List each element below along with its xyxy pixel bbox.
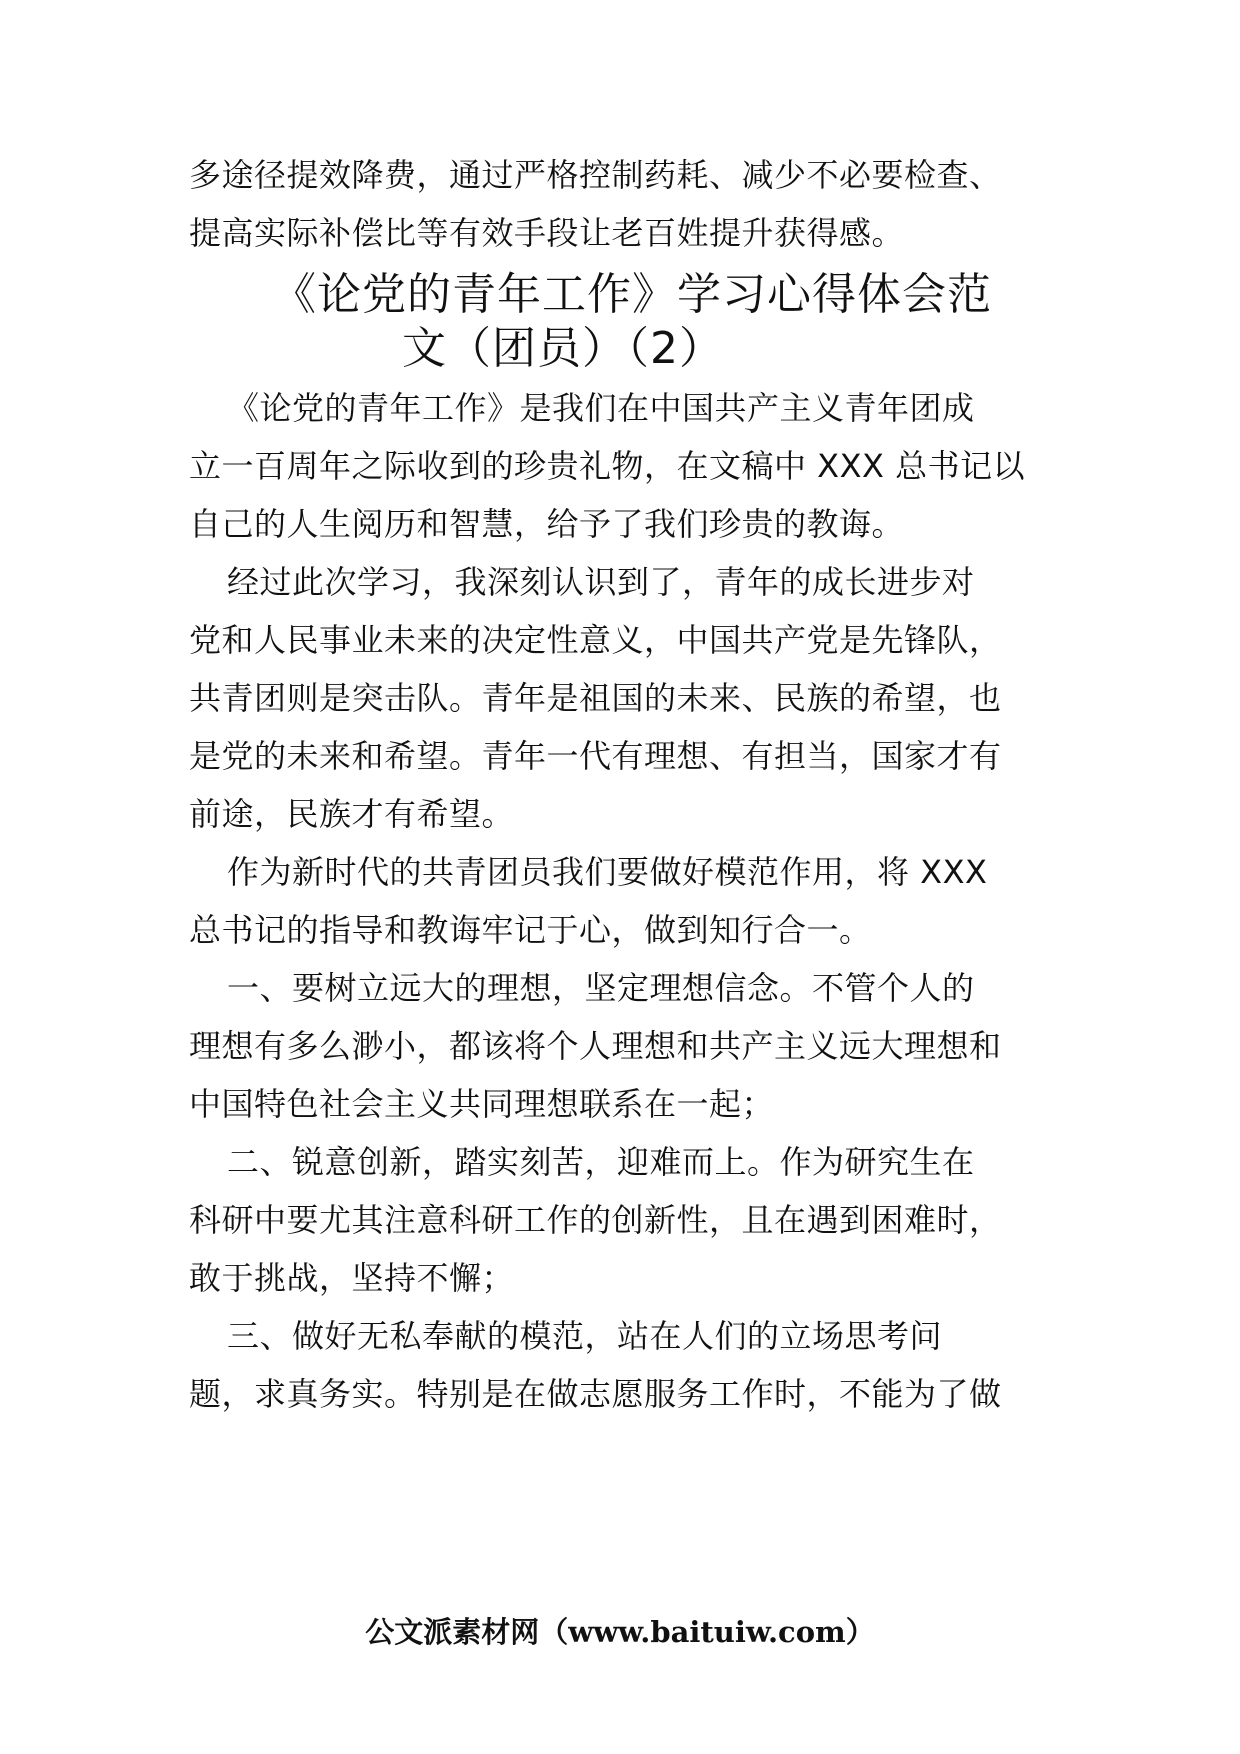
document-title-line-2: 文（团员）（2） [402,323,724,374]
document-title-line-1: 《论党的青年工作》学习心得体会范 [272,269,992,320]
body-line: 是党的未来和希望。青年一代有理想、有担当，国家才有 [189,737,1002,775]
body-line: 党和人民事业未来的决定性意义，中国共产党是先锋队， [189,621,1002,659]
body-line: 一、要树立远大的理想，坚定理想信念。不管个人的 [227,969,975,1007]
body-line: 二、锐意创新，踏实刻苦，迎难而上。作为研究生在 [227,1143,975,1181]
body-line: 自己的人生阅历和智慧，给予了我们珍贵的教诲。 [189,505,905,543]
body-line: 前途，民族才有希望。 [189,795,515,833]
body-line: 经过此次学习，我深刻认识到了，青年的成长进步对 [227,563,975,601]
body-line: 立一百周年之际收到的珍贵礼物，在文稿中 XXX 总书记以 [189,447,1026,485]
prev-paragraph-line-2: 提高实际补偿比等有效手段让老百姓提升获得感。 [189,214,905,252]
body-line: 敢于挑战，坚持不懈； [189,1259,515,1297]
body-line: 中国特色社会主义共同理想联系在一起； [189,1085,775,1123]
body-line: 三、做好无私奉献的模范，站在人们的立场思考问 [227,1317,943,1355]
body-line: 理想有多么渺小，都该将个人理想和共产主义远大理想和 [189,1027,1002,1065]
body-line: 题，求真务实。特别是在做志愿服务工作时，不能为了做 [189,1375,1002,1413]
body-line: 科研中要尤其注意科研工作的创新性，且在遇到困难时， [189,1201,1002,1239]
body-line: 《论党的青年工作》是我们在中国共产主义青年团成 [227,389,975,427]
footer-source: 公文派素材网（www.baituiw.com） [365,1615,875,1649]
body-line: 作为新时代的共青团员我们要做好模范作用，将 XXX [227,853,988,891]
body-line: 总书记的指导和教诲牢记于心，做到知行合一。 [189,911,872,949]
prev-paragraph-line-1: 多途径提效降费，通过严格控制药耗、减少不必要检查、 [189,156,1002,194]
body-line: 共青团则是突击队。青年是祖国的未来、民族的希望，也 [189,679,1002,717]
